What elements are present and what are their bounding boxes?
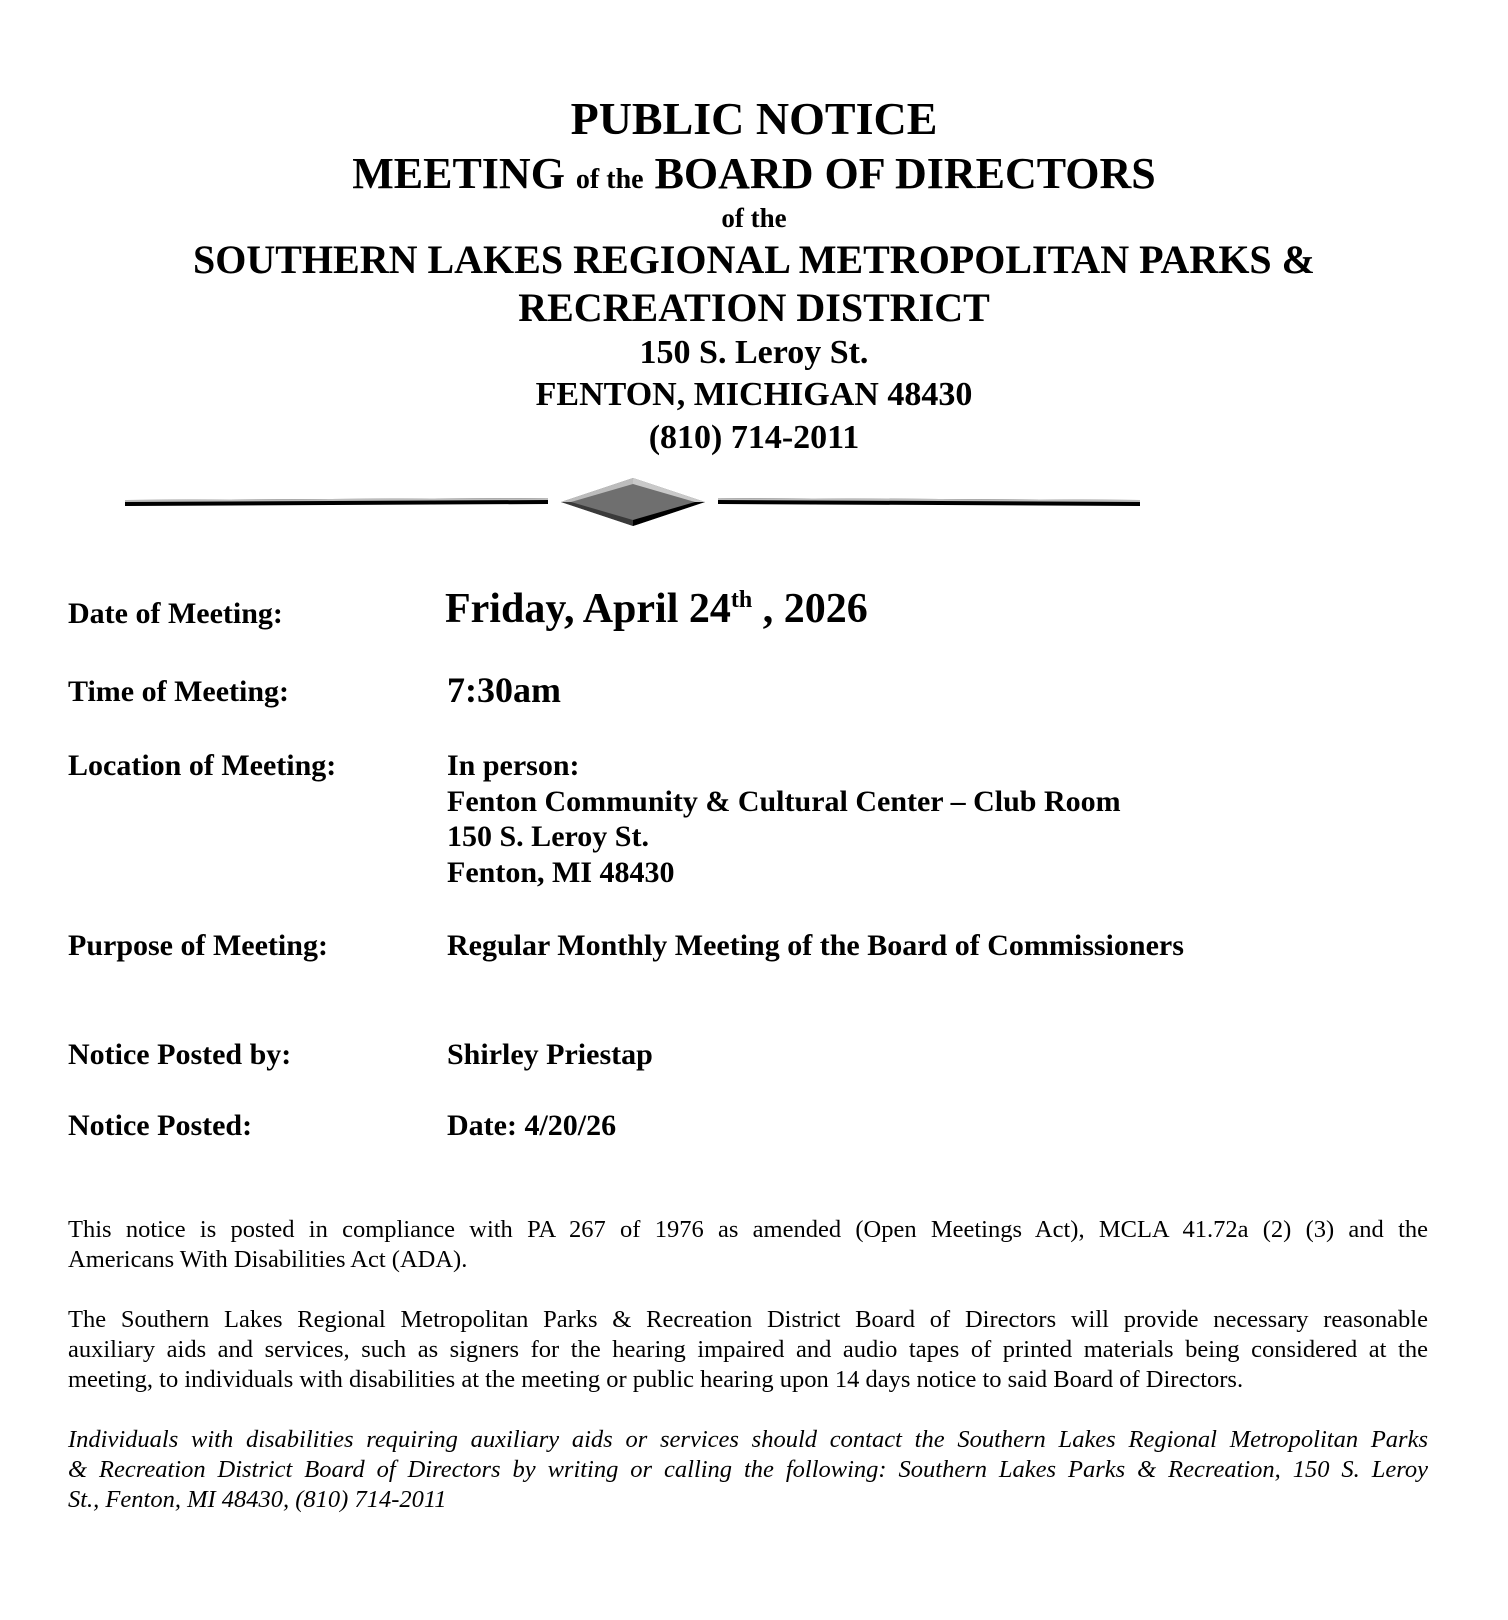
- contact-line-2: & Recreation District Board of Directors by writing or calling the following: Southern Lakes Parks & Recreation, 150 S. Leroy: [68, 1456, 1428, 1483]
- of-the-small: of the: [575, 164, 644, 195]
- header-phone: (810) 714-2011: [648, 419, 860, 456]
- contact-line-1: Individuals with disabilities requiring auxiliary aids or services should contact the Southern Lakes Regional Metropolitan Parks: [68, 1426, 1428, 1453]
- header-city: FENTON, MICHIGAN 48430: [535, 376, 973, 413]
- date-superscript: th: [730, 587, 753, 613]
- contact-line-3: St., Fenton, MI 48430, (810) 714-2011: [68, 1486, 447, 1513]
- of-the-line: of the: [721, 203, 787, 233]
- location-line-4: Fenton, MI 48430: [447, 856, 675, 889]
- location-label: Location of Meeting:: [68, 749, 337, 782]
- date-label: Date of Meeting:: [68, 597, 283, 630]
- date-main: Friday, April 24: [445, 586, 731, 632]
- purpose-label: Purpose of Meeting:: [68, 929, 328, 962]
- header-address: 150 S. Leroy St.: [639, 334, 869, 371]
- date-year: , 2026: [752, 586, 868, 632]
- decorative-divider: [0, 470, 1508, 530]
- board-word: BOARD OF DIRECTORS: [654, 149, 1156, 198]
- compliance-paragraph: [68, 1215, 1428, 1275]
- compliance-line-2: Americans With Disabilities Act (ADA).: [68, 1246, 468, 1273]
- date-value: [445, 585, 868, 633]
- org-name-line-1: SOUTHERN LAKES REGIONAL METROPOLITAN PARKS &: [192, 237, 1315, 282]
- aids-paragraph: [68, 1305, 1428, 1395]
- org-name-line-2: RECREATION DISTRICT: [518, 285, 990, 330]
- location-line-2: Fenton Community & Cultural Center – Club Room: [447, 785, 1121, 818]
- location-line-1: In person:: [447, 749, 580, 782]
- contact-paragraph: [68, 1425, 1428, 1515]
- aids-line-1: The Southern Lakes Regional Metropolitan Parks & Recreation District Board of Directors will provide necessary reasonable: [68, 1306, 1428, 1333]
- meeting-word: MEETING: [352, 149, 565, 198]
- time-label: Time of Meeting:: [68, 675, 290, 708]
- divider-diamond: [561, 478, 705, 526]
- posted-value: Date: 4/20/26: [447, 1109, 617, 1142]
- meeting-heading: [0, 148, 1508, 199]
- posted-by-value: Shirley Priestap: [447, 1038, 653, 1071]
- notice-title: PUBLIC NOTICE: [570, 93, 938, 144]
- posted-by-label: Notice Posted by:: [68, 1038, 292, 1071]
- compliance-line-1: This notice is posted in compliance with PA 267 of 1976 as amended (Open Meetings Act), MCLA 41.72a (2) (3) and the: [68, 1216, 1428, 1243]
- purpose-value: Regular Monthly Meeting of the Board of Commissioners: [447, 929, 1184, 962]
- time-value: 7:30am: [447, 670, 561, 710]
- posted-label: Notice Posted:: [68, 1109, 253, 1142]
- aids-line-3: meeting, to individuals with disabilities at the meeting or public hearing upon 14 days notice to said Board of Directors.: [68, 1366, 1244, 1393]
- aids-line-2: auxiliary aids and services, such as signers for the hearing impaired and audio tapes of printed materials being considered at the: [68, 1336, 1428, 1363]
- location-line-3: 150 S. Leroy St.: [447, 820, 649, 853]
